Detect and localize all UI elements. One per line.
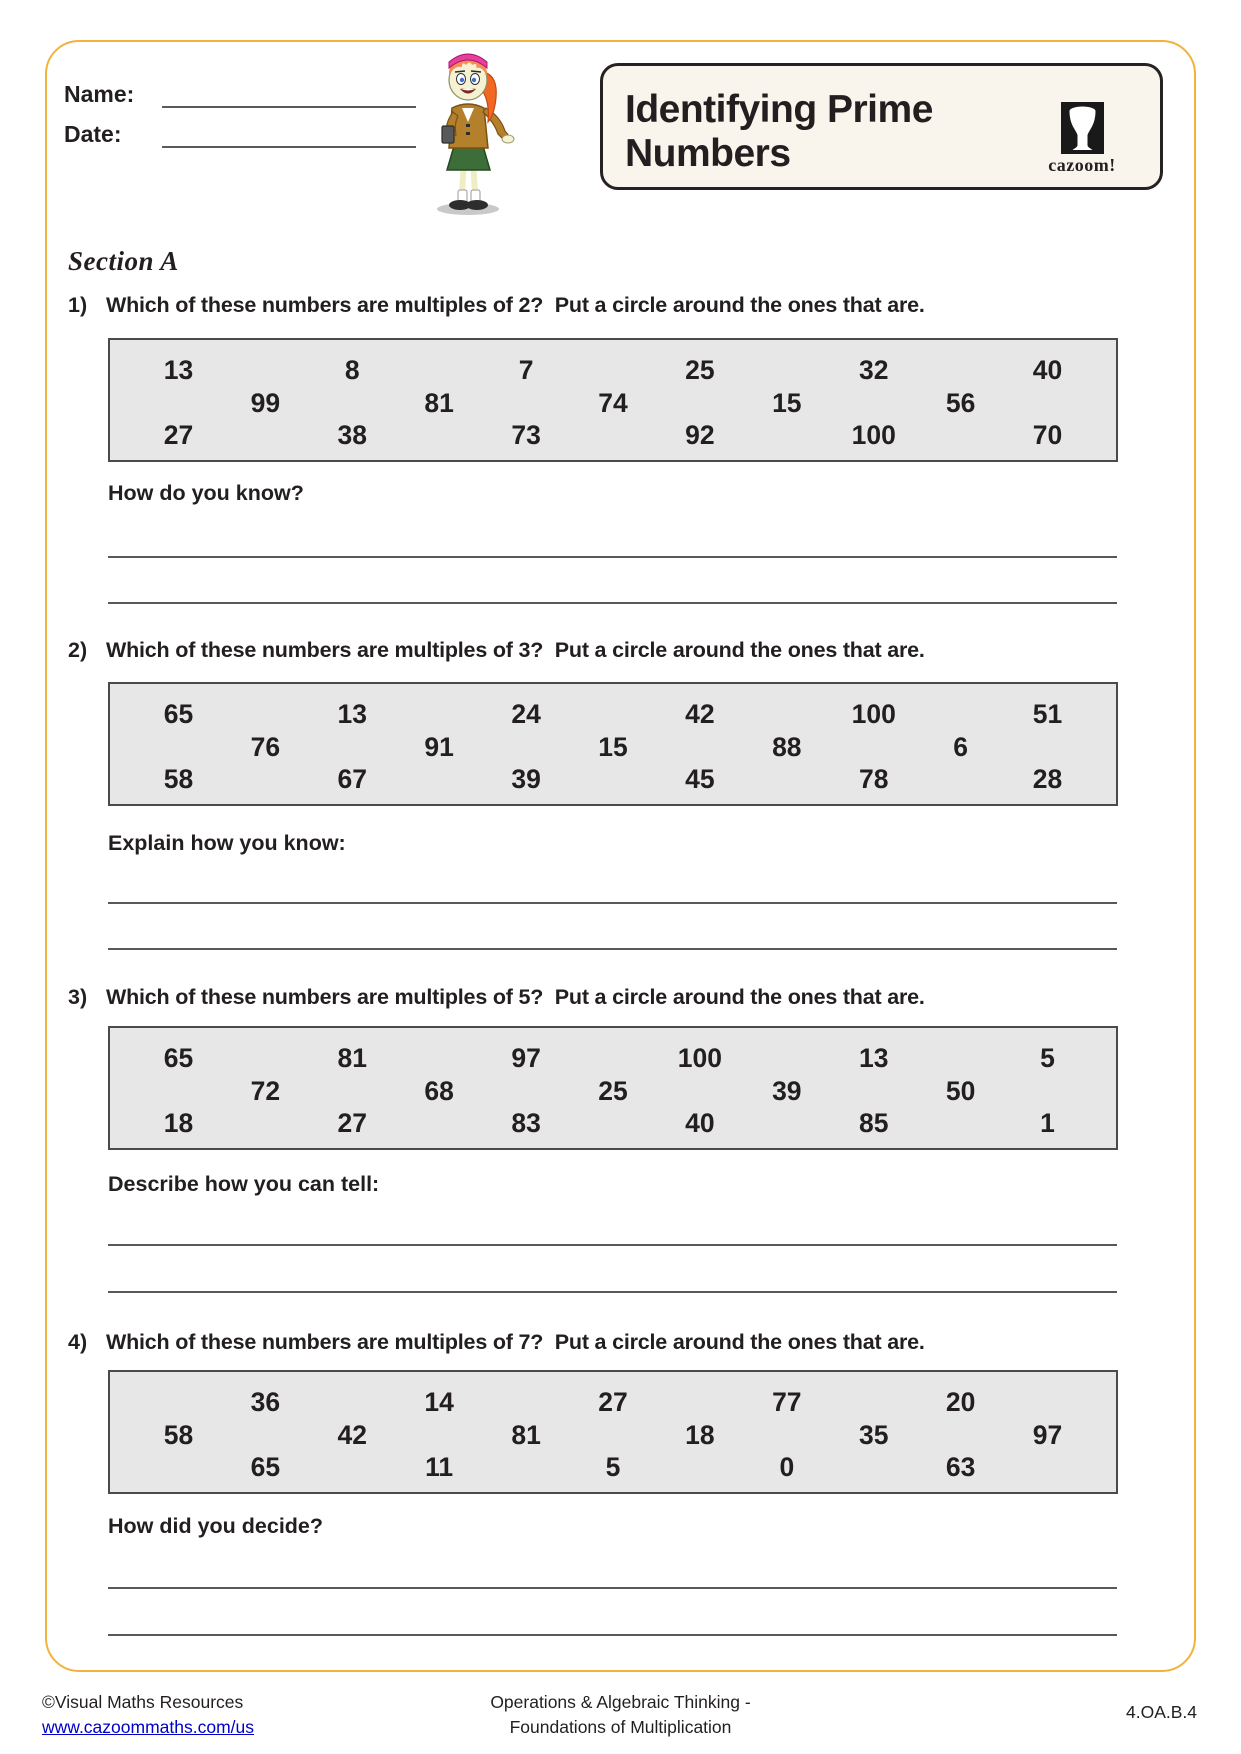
grid-number[interactable]: 7: [518, 355, 534, 386]
question-number: 1): [68, 293, 88, 317]
worksheet-title-box: [600, 63, 1163, 190]
grid-number[interactable]: 36: [250, 1387, 281, 1418]
grid-number[interactable]: 56: [945, 387, 976, 418]
cazoom-logo: [1037, 102, 1127, 176]
grid-number[interactable]: 81: [424, 387, 454, 418]
grid-number[interactable]: 15: [598, 731, 628, 762]
footer-strand-line1: Operations & Algebraic Thinking -: [490, 1692, 751, 1712]
grid-number[interactable]: 68: [424, 1075, 454, 1106]
grid-number[interactable]: 24: [511, 699, 541, 730]
question-number: 3): [68, 985, 88, 1009]
grid-number[interactable]: 13: [337, 699, 367, 730]
date-label: Date:: [64, 121, 122, 147]
question-number: 4): [68, 1330, 88, 1354]
grid-number[interactable]: 38: [337, 420, 367, 451]
answer-line[interactable]: [108, 556, 1117, 558]
grid-number[interactable]: 67: [337, 764, 367, 795]
answer-line[interactable]: [108, 1291, 1117, 1293]
grid-number[interactable]: 13: [858, 1043, 889, 1074]
grid-number[interactable]: 40: [685, 1108, 715, 1139]
grid-number[interactable]: 100: [851, 699, 896, 730]
footer-strand-line2: Foundations of Multiplication: [509, 1717, 732, 1737]
name-input-line[interactable]: [162, 84, 416, 108]
grid-number[interactable]: 25: [598, 1075, 628, 1106]
grid-number[interactable]: 92: [685, 420, 715, 451]
footer-copyright: ©Visual Maths Resources: [42, 1692, 244, 1712]
grid-number[interactable]: 58: [163, 1419, 194, 1450]
question-number: 2): [68, 638, 88, 662]
goblet-icon: [1061, 102, 1104, 154]
question-line: [68, 293, 1133, 318]
answer-line[interactable]: [108, 602, 1117, 604]
answer-line[interactable]: [108, 902, 1117, 904]
grid-number[interactable]: 35: [858, 1419, 889, 1450]
grid-number[interactable]: 5: [605, 1452, 621, 1483]
question-text: Which of these numbers are multiples of 2? Put a circle around the ones that are.: [106, 293, 925, 317]
number-grid: [108, 1026, 1118, 1150]
grid-number[interactable]: 91: [424, 731, 454, 762]
grid-number[interactable]: 65: [163, 1043, 194, 1074]
grid-number[interactable]: 65: [250, 1452, 281, 1483]
grid-number[interactable]: 25: [685, 355, 715, 386]
name-row: [64, 80, 416, 108]
logo-wordmark: cazoom!: [1048, 155, 1116, 175]
answer-prompt: Explain how you know:: [108, 831, 346, 855]
grid-number[interactable]: 88: [772, 731, 802, 762]
grid-number[interactable]: 97: [1032, 1419, 1063, 1450]
answer-line[interactable]: [108, 1634, 1117, 1636]
grid-number[interactable]: 40: [1032, 355, 1063, 386]
grid-number[interactable]: 11: [425, 1452, 454, 1483]
question-line: [68, 1330, 1133, 1355]
answer-prompt: Describe how you can tell:: [108, 1172, 380, 1196]
grid-number[interactable]: 100: [677, 1043, 723, 1074]
grid-number[interactable]: 5: [1040, 1043, 1055, 1074]
grid-number[interactable]: 74: [598, 387, 628, 418]
question-text: Which of these numbers are multiples of 3? Put a circle around the ones that are.: [106, 638, 925, 662]
question-text: Which of these numbers are multiples of 7? Put a circle around the ones that are.: [106, 1330, 925, 1354]
grid-number[interactable]: 0: [779, 1452, 795, 1483]
grid-number[interactable]: 6: [953, 731, 968, 762]
grid-number[interactable]: 81: [511, 1419, 541, 1450]
question-line: [68, 985, 1133, 1010]
grid-number[interactable]: 63: [945, 1452, 976, 1483]
schoolgirl-mascot-illustration: [418, 42, 518, 218]
grid-number[interactable]: 65: [163, 699, 194, 730]
worksheet-title: Identifying Prime Numbers: [625, 88, 933, 175]
footer-standard-code: 4.OA.B.4: [1125, 1702, 1197, 1722]
date-row: [64, 120, 416, 148]
grid-number[interactable]: 45: [685, 764, 715, 795]
grid-number[interactable]: 76: [250, 731, 281, 762]
grid-number[interactable]: 99: [250, 387, 281, 418]
grid-number[interactable]: 42: [685, 699, 715, 730]
answer-line[interactable]: [108, 1587, 1117, 1589]
grid-number[interactable]: 77: [772, 1387, 802, 1418]
number-grid: [108, 682, 1118, 806]
grid-number[interactable]: 78: [858, 764, 889, 795]
grid-number[interactable]: 14: [424, 1387, 454, 1418]
grid-number[interactable]: 50: [945, 1075, 976, 1106]
date-input-line[interactable]: [162, 124, 416, 148]
grid-number[interactable]: 42: [337, 1419, 367, 1450]
grid-number[interactable]: 39: [772, 1075, 802, 1106]
answer-prompt: How did you decide?: [108, 1514, 324, 1538]
grid-number[interactable]: 20: [945, 1387, 976, 1418]
grid-number[interactable]: 81: [337, 1043, 367, 1074]
grid-number[interactable]: 97: [511, 1043, 541, 1074]
grid-number[interactable]: 28: [1032, 764, 1063, 795]
grid-number[interactable]: 70: [1032, 420, 1063, 451]
grid-number[interactable]: 18: [163, 1108, 194, 1139]
footer-website-link[interactable]: www.cazoommaths.com/us: [42, 1717, 255, 1737]
grid-number[interactable]: 13: [163, 355, 194, 386]
grid-number[interactable]: 83: [511, 1108, 541, 1139]
grid-number[interactable]: 1: [1040, 1108, 1055, 1139]
grid-number[interactable]: 58: [163, 764, 194, 795]
grid-number[interactable]: 15: [772, 387, 802, 418]
grid-number[interactable]: 27: [163, 420, 194, 451]
question-text: Which of these numbers are multiples of 5? Put a circle around the ones that are.: [106, 985, 925, 1009]
grid-number[interactable]: 27: [337, 1108, 367, 1139]
number-grid: [108, 1370, 1118, 1494]
grid-number[interactable]: 18: [685, 1419, 715, 1450]
question-line: [68, 638, 1133, 663]
name-label: Name:: [64, 81, 135, 107]
grid-number[interactable]: 39: [511, 764, 541, 795]
grid-number[interactable]: 8: [344, 355, 360, 386]
grid-number[interactable]: 72: [250, 1075, 281, 1106]
grid-number[interactable]: 51: [1032, 699, 1063, 730]
grid-number[interactable]: 73: [511, 420, 541, 451]
grid-number[interactable]: 32: [858, 355, 889, 386]
grid-number[interactable]: 27: [598, 1387, 628, 1418]
grid-number[interactable]: 100: [851, 420, 896, 451]
footer-center: [0, 1690, 1241, 1740]
answer-prompt: How do you know?: [108, 481, 304, 505]
grid-number[interactable]: 85: [858, 1108, 889, 1139]
answer-line[interactable]: [108, 948, 1117, 950]
number-grid: [108, 338, 1118, 462]
section-heading: Section A: [68, 246, 179, 276]
answer-line[interactable]: [108, 1244, 1117, 1246]
